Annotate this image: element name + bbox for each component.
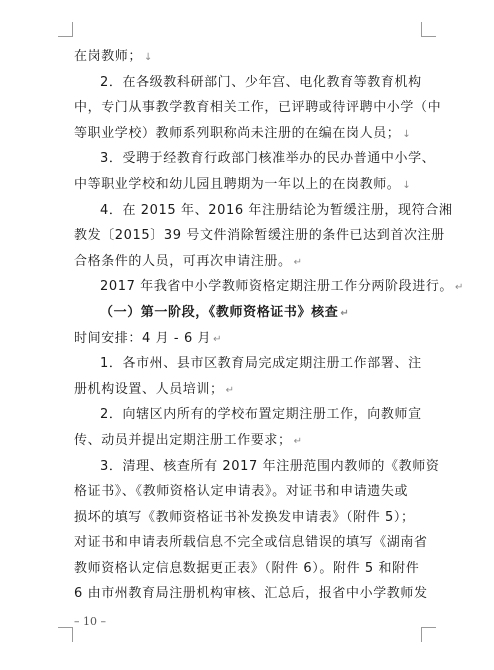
text-line-content: 中，专门从事教学教育相关工作，已评聘或待评聘中小学（中 bbox=[74, 100, 442, 116]
document-body bbox=[74, 44, 465, 607]
text-line-content: 3．清理、核查所有 2017 年注册范围内教师的《教师资 bbox=[100, 458, 440, 474]
text-line-content: 合格条件的人员，可再次申请注册。 bbox=[74, 253, 292, 269]
text-line bbox=[74, 70, 428, 96]
text-line-content: 2017 年我省中小学教师资格定期注册工作分两阶段进行。 bbox=[100, 279, 454, 295]
text-line bbox=[74, 581, 428, 607]
text-line bbox=[74, 300, 428, 326]
text-line bbox=[74, 428, 428, 454]
text-line-content: 3．受聘于经教育行政部门核准举办的民办普通中小学、 bbox=[100, 151, 436, 167]
text-line bbox=[74, 223, 445, 249]
text-line-content: 册机构设置、人员培训； bbox=[74, 381, 224, 397]
text-line bbox=[74, 530, 428, 556]
text-line-content: 2．在各级教科研部门、少年宫、电化教育等教育机构 bbox=[100, 74, 422, 90]
text-line bbox=[74, 121, 428, 147]
text-line bbox=[74, 454, 440, 480]
paragraph-mark: ↵ bbox=[293, 435, 303, 447]
text-line-content: 传、动员并提出定期注册工作要求； bbox=[74, 432, 292, 448]
text-line bbox=[74, 249, 428, 275]
text-line-content: 对证书和申请表所载信息不完全或信息错误的填写《湖南省 bbox=[74, 535, 428, 551]
paragraph-mark: ↵ bbox=[293, 256, 303, 268]
text-line bbox=[74, 198, 453, 224]
crop-mark-bottom-left bbox=[58, 627, 73, 642]
text-line-content: 4．在 2015 年、2016 年注册结论为暂缓注册，现符合湘 bbox=[100, 202, 453, 218]
text-line-content: 教师资格认定信息数据更正表》（附件 6）。附件 5 和附件 bbox=[74, 560, 420, 576]
paragraph-mark: ↵ bbox=[340, 307, 350, 319]
paragraph-mark: ↵ bbox=[455, 282, 465, 294]
text-line-content: 在岗教师； bbox=[74, 49, 143, 64]
text-line-content: 2．向辖区内所有的学校布置定期注册工作，向教师宣 bbox=[100, 407, 422, 423]
text-line bbox=[74, 377, 428, 403]
paragraph-mark: ↓ bbox=[144, 52, 153, 63]
text-line-content: 等职业学校）教师系列职称尚未注册的在编在岗人员； bbox=[74, 125, 401, 141]
text-line-content: （一）第一阶段，《教师资格证书》核查 bbox=[100, 304, 339, 320]
text-line-content: 损坏的填写《教师资格证书补发换发申请表》（附件 5）； bbox=[74, 509, 415, 525]
text-line-content: 格证书》、《教师资格认定申请表》。对证书和申请遗失或 bbox=[74, 484, 409, 500]
text-line bbox=[74, 505, 428, 531]
text-line-content: 6 由市州教育局注册机构审核、汇总后，报省中小学教师发 bbox=[74, 586, 428, 602]
text-line bbox=[74, 556, 428, 582]
text-line bbox=[74, 146, 436, 172]
text-line bbox=[74, 44, 428, 70]
text-line-content: 时间安排：4 月 - 6 月 bbox=[74, 330, 212, 346]
crop-mark-bottom-right bbox=[421, 627, 436, 642]
text-line-content: 1．各市州、县市区教育局完成定期注册工作部署、注 bbox=[100, 356, 422, 372]
paragraph-mark: ↓ bbox=[402, 128, 412, 140]
text-line bbox=[74, 274, 465, 300]
text-line-content: 中等职业学校和幼儿园且聘期为一年以上的在岗教师。 bbox=[74, 176, 401, 192]
text-line bbox=[74, 95, 442, 121]
crop-mark-top-left bbox=[58, 22, 73, 37]
text-line bbox=[74, 479, 428, 505]
text-line-content: 教发〔2015〕39 号文件消除暂缓注册的条件已达到首次注册 bbox=[74, 228, 445, 244]
paragraph-mark: ↓ bbox=[402, 179, 412, 191]
text-line bbox=[74, 351, 428, 377]
text-line bbox=[74, 402, 428, 428]
crop-mark-top-right bbox=[421, 22, 436, 37]
paragraph-mark: ↵ bbox=[213, 333, 223, 345]
text-line bbox=[74, 172, 428, 198]
paragraph-mark: ↵ bbox=[225, 384, 235, 396]
text-line bbox=[74, 326, 428, 352]
page-number: – 10 – bbox=[74, 615, 106, 628]
